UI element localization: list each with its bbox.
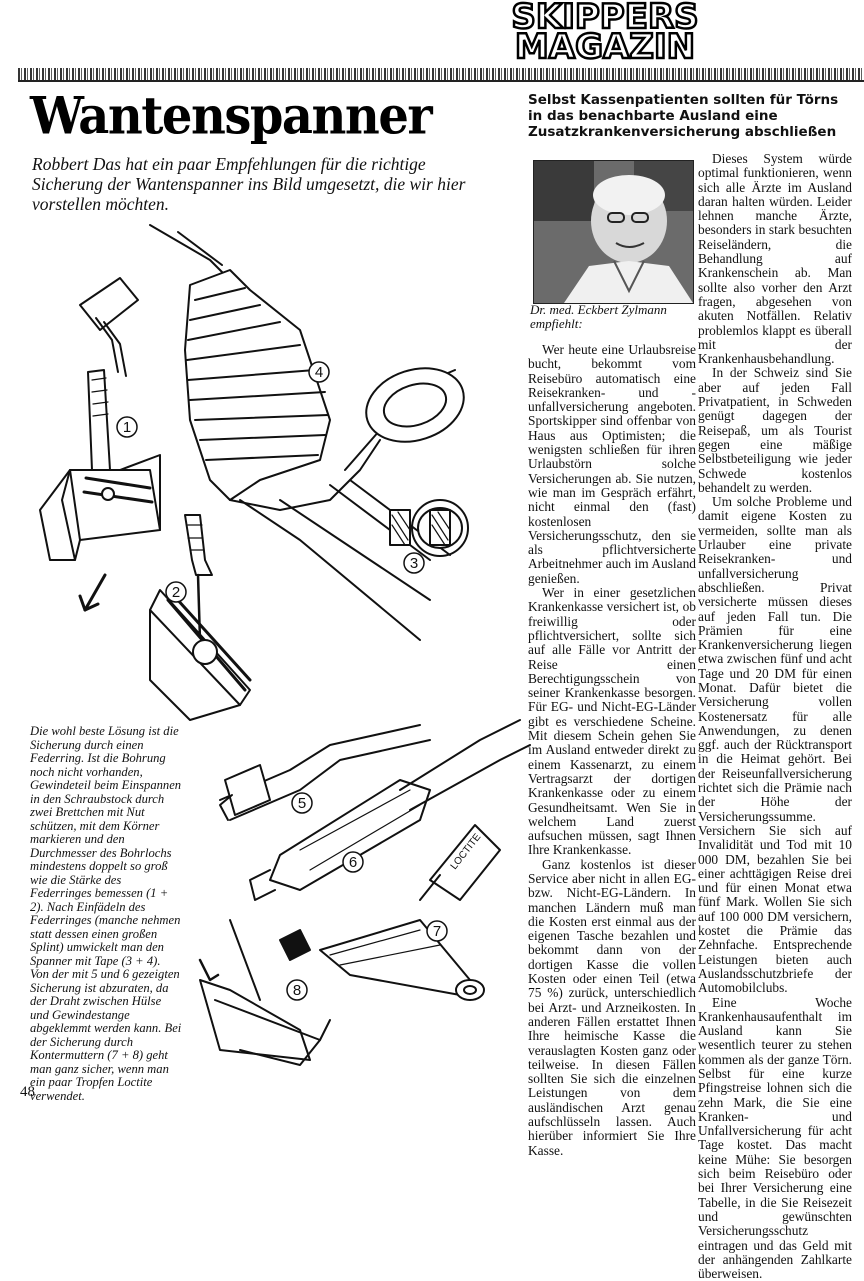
figure-label-7: 7 [432, 923, 442, 940]
figure-label-3: 3 [409, 555, 419, 572]
sidebar-right-paragraph: In der Schweiz sind Sie aber auf jeden Fall Privatpatient, in Schweden genügt dagegen der Reisepaß, um als Tourist gegen eine mäßige Selbstbeteiligung wie jeder Schwede kostenlos behandelt zu werden. [698, 365, 852, 495]
sidebar-middle-paragraph: Wer heute eine Urlaubsreise bucht, bekommt vom Reisebüro automatisch eine Reisekranken- und -unfallversicherung angeboten. Sportskipper sind offenbar von Haus aus Optimisten; die wenigsten schließen für ihren Urlaubstörn solche Versicherungen ab. Sie nutzen, wie man im Gespräch erfährt, nicht einmal den (fast) kostenlosen Versicherungsschutz, den sie als pflichtversicherte Arbeitnehmer auch im Ausland genießen. [528, 342, 696, 586]
article-title: Wantenspanner [30, 86, 432, 147]
author-photo [533, 160, 694, 304]
figure-label-1: 1 [122, 419, 132, 436]
page-number: 48 [20, 1084, 35, 1100]
masthead-line1: SKIPPERS [511, 0, 699, 37]
sidebar-body-right [698, 152, 852, 1281]
sidebar-right-paragraph: Eine Woche Krankenhausaufenthalt im Ausland kann Sie wesentlich teurer zu stehen kommen als der ganze Törn. Selbst für eine kurze Pfingstreise lohnen sich die zehn Mark, die Sie eine Kranken- und Unfallversicherung für acht Tage kostet. Das macht keine Mühe: Sie besorgen sich beim Reisebüro oder bei Ihrer Versicherung eine Tabelle, in die Sie Reisezeit und gewünschten Versicherungsschutz eintragen und das Geld mit der anhängenden Zahlkarte überweisen. [698, 994, 852, 1281]
sidebar-middle-paragraph: Wer in einer gesetzlichen Krankenkasse versichert ist, ob freiwillig oder pflichtversichert, sollte sich auf alle Fälle vor Antritt der Reise einen Berechtigungsschein von seiner Krankenkasse besorgen. Für EG- und Nicht-EG-Länder gibt es verschiedene Scheine. Mit diesem Schein gehen Sie im Ausland entweder direkt zu einem Kassenarzt, zu einem Vertragsarzt der dortigen Krankenkasse oder zu einem Gesundheitsamt. Wen Sie in welchem Land zuerst aufsuchen müssen, sagt Ihnen Ihre Krankenkasse. [528, 585, 696, 858]
sidebar-column-middle [528, 343, 696, 1158]
portrait-image [534, 161, 693, 303]
figure-label-8: 8 [292, 982, 302, 999]
figure-label-6: 6 [348, 854, 358, 871]
photo-caption: Dr. med. Eckbert Zylmann empfiehlt: [530, 302, 667, 331]
sidebar-column-right [698, 152, 852, 1281]
illustration-caption: Die wohl beste Lösung ist die Sicherung durch einen Federring. Ist die Bohrung noch nicht vorhanden, Gewindeteil beim Einspannen in den Schraubstock durch zwei Brettchen mit Nut schützen, mit dem Körner markieren und den Durchmesser des Bohrlochs mindestens doppelt so groß wie die Stärke des Federringes bemessen (1 + 2). Nach Einfädeln des Federringes (manche nehmen statt dessen einen großen Splint) umwickelt man den Spanner mit Tape (3 + 4). Von der mit 5 und 6 gezeigten Sicherung ist abzuraten, da der Draht zwischen Hülse und Gewindestange abgeklemmt werden kann. Bei der Sicherung durch Kontermuttern (7 + 8) geht man ganz sicher, wenn man ein paar Tropfen Loctite verwendet. [30, 724, 182, 1103]
figure-label-5: 5 [297, 795, 307, 812]
sidebar-right-paragraph: Um solche Probleme und damit eigene Kosten zu vermeiden, sollte man als Urlauber eine private Reisekranken- und unfallversicherung abschließen. Privat versicherte müssen dieses auf jeden Fall tun. Die Prämien für eine Krankenversicherung liegen etwa zwischen fünf und acht Tage und 20 DM für einen Monat. Dafür bietet die Versicherung vollen Kostenersatz für alle Anwendungen, zu denen ggf. auch der Rücktransport in die Heimat gehört. Bei der Reiseunfallversicherung richtet sich die Prämie nach der Höhe der Versicherungssumme. Versichern Sie sich auf Invalidität und Tod mit 10 000 DM, bezahlen Sie bei einer achttägigen Reise drei und für einen Monat etwa fünf Mark. Wollen Sie sich auf 100 000 DM versichern, kostet die Prämie das Zehnfache. Entsprechende Leistungen bieten auch Auslandsschutzbriefe der Automobilclubs. [698, 494, 852, 996]
sidebar-headline: Selbst Kassenpatienten sollten für Törns in das benachbarte Ausland eine Zusatzkrankenversicherung abschließen [528, 92, 839, 140]
figure-label-4: 4 [314, 364, 324, 381]
figure-label-2: 2 [171, 584, 181, 601]
masthead-line2: MAGAZIN [514, 27, 696, 67]
sidebar-middle-paragraph: Ganz kostenlos ist dieser Service aber nicht in allen EG- bzw. Nicht-EG-Ländern. In manchen Ländern muß man die Kosten erst einmal aus der eigenen Tasche bezahlen und bekommt dann von der dortigen Kasse die vollen Kosten oder einen Teil (etwa 75 %) zurück, unterschiedlich bei Arzt- und Arzneikosten. In anderen Fällen erstattet Ihnen Ihre heimische Kasse die verauslagten Kosten ganz oder teilweise. In diesen Fällen sollten Sie sich die einzelnen Leistungen von dem ausländischen Arzt genau aufschlüsseln lassen. Auch hierüber informiert Sie Ihre Kasse. [528, 856, 696, 1158]
loctite-bottle-label: LOCTITE [448, 831, 484, 872]
sidebar-body-middle [528, 343, 696, 1158]
sidebar-right-paragraph: Dieses System würde optimal funktionieren, wenn sich alle Ärzte im Ausland daran halten würden. Leider lehnen manche Ärzte, besonders in stark besuchten Reiseländern, die Behandlung auf Krankenschein ab. Man sollte also vorher den Arzt fragen, abgesehen von akuten Notfällen. Relativ problemlos klappt es überall mit der Krankenhausbehandlung. [698, 151, 852, 367]
article-intro: Robbert Das hat ein paar Empfehlungen für die richtige Sicherung der Wantenspanner ins Bild umgesetzt, die wir hier vorstellen möchten. [32, 154, 466, 214]
